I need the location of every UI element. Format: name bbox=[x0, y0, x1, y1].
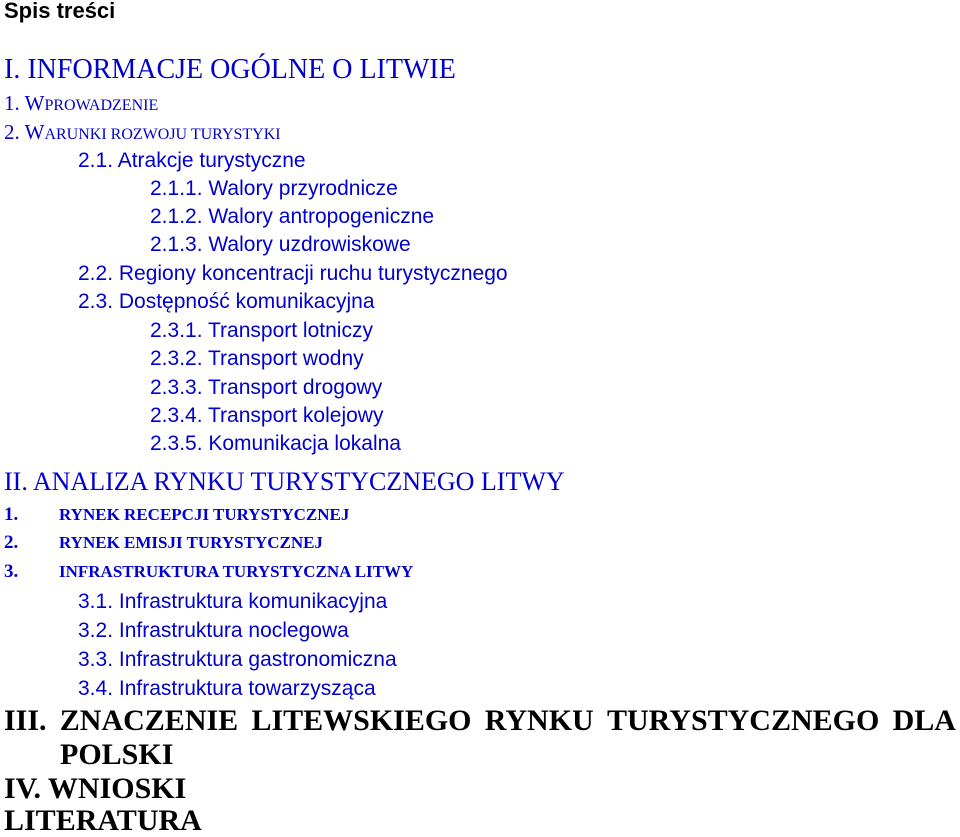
toc-item-rynek-emisji[interactable]: 2. RYNEK EMISJI TURYSTYCZNEJ bbox=[4, 532, 323, 553]
toc-item-walory-antropogeniczne[interactable]: 2.1.2. Walory antropogeniczne bbox=[150, 205, 435, 228]
toc-item-wprowadzenie[interactable]: 1. WPROWADZENIE bbox=[4, 91, 159, 115]
toc-literatura-heading[interactable]: LITERATURA bbox=[4, 804, 202, 837]
toc-item-walory-przyrodnicze[interactable]: 2.1.1. Walory przyrodnicze bbox=[150, 177, 398, 200]
toc-item-rynek-recepcji[interactable]: 1. RYNEK RECEPCJI TURYSTYCZNEJ bbox=[4, 504, 350, 525]
toc-item-dostepnosc[interactable]: 2.3. Dostępność komunikacyjna bbox=[78, 290, 375, 313]
toc-part-1-heading[interactable]: I. INFORMACJE OGÓLNE O LITWIE bbox=[4, 54, 456, 85]
toc-item-walory-uzdrowiskowe[interactable]: 2.1.3. Walory uzdrowiskowe bbox=[150, 233, 411, 256]
toc-item-warunki-rozwoju[interactable]: 2. WARUNKI ROZWOJU TURYSTYKI bbox=[4, 120, 281, 144]
toc-item-regiony[interactable]: 2.2. Regiony koncentracji ruchu turystycznego bbox=[78, 262, 508, 285]
toc-item-infra-komunikacyjna[interactable]: 3.1. Infrastruktura komunikacyjna bbox=[78, 590, 388, 613]
toc-part-4-heading[interactable]: IV. WNIOSKI bbox=[4, 772, 187, 805]
toc-item-komunikacja-lokalna[interactable]: 2.3.5. Komunikacja lokalna bbox=[150, 432, 401, 455]
toc-item-transport-kolejowy[interactable]: 2.3.4. Transport kolejowy bbox=[150, 404, 384, 427]
toc-item-infra-noclegowa[interactable]: 3.2. Infrastruktura noclegowa bbox=[78, 619, 349, 642]
toc-item-infra-towarzyszaca[interactable]: 3.4. Infrastruktura towarzysząca bbox=[78, 677, 376, 700]
toc-part-3-heading-cont[interactable]: POLSKI bbox=[60, 738, 174, 771]
toc-item-transport-drogowy[interactable]: 2.3.3. Transport drogowy bbox=[150, 376, 383, 399]
toc-item-atrakcje[interactable]: 2.1. Atrakcje turystyczne bbox=[78, 149, 306, 172]
toc-title: Spis treści bbox=[4, 0, 116, 23]
toc-item-infra-gastronomiczna[interactable]: 3.3. Infrastruktura gastronomiczna bbox=[78, 648, 397, 671]
toc-part-2-heading[interactable]: II. ANALIZA RYNKU TURYSTYCZNEGO LITWY bbox=[4, 467, 565, 496]
toc-item-transport-wodny[interactable]: 2.3.2. Transport wodny bbox=[150, 347, 364, 370]
toc-item-infrastruktura-turystyczna[interactable]: 3. INFRASTRUKTURA TURYSTYCZNA LITWY bbox=[4, 561, 414, 582]
toc-part-3-heading[interactable]: III. ZNACZENIE LITEWSKIEGO RYNKU TURYSTYCZNEGO DLA bbox=[4, 704, 956, 737]
toc-item-transport-lotniczy[interactable]: 2.3.1. Transport lotniczy bbox=[150, 319, 373, 342]
